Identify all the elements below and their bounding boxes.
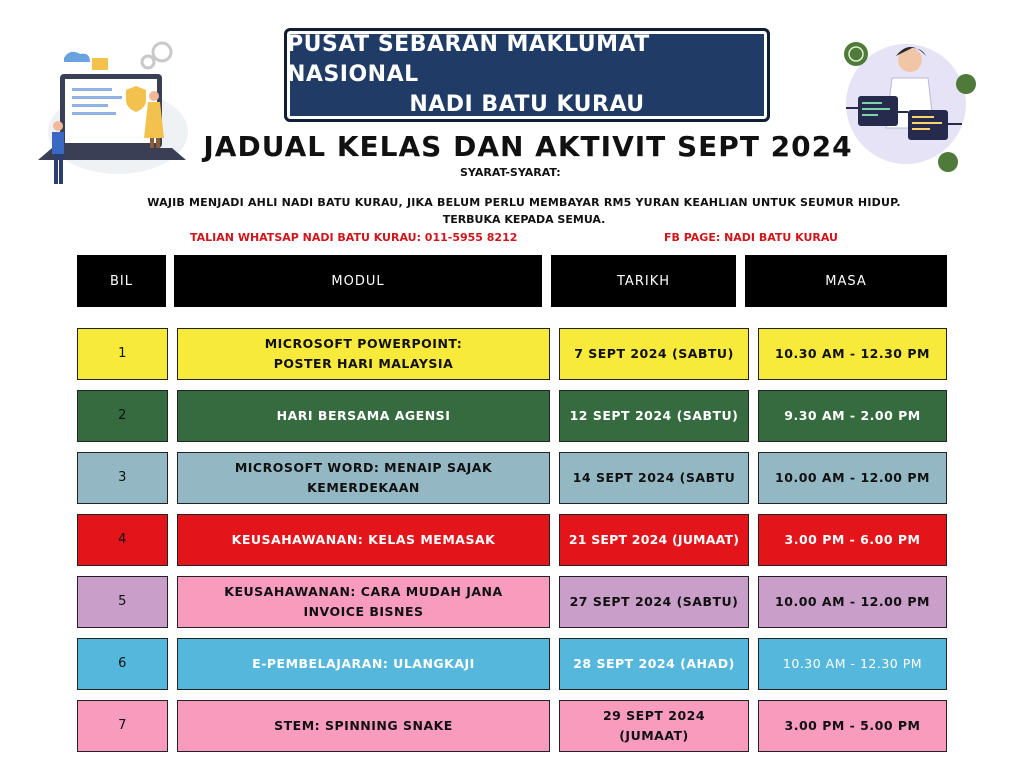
header-modul: MODUL — [174, 255, 542, 307]
row-5-modul: KEUSAHAWANAN: CARA MUDAH JANA INVOICE BISNES — [177, 576, 550, 628]
header-masa: MASA — [745, 255, 947, 307]
row-2-tarikh: 12 SEPT 2024 (SABTU) — [559, 390, 749, 442]
row-5-tarikh: 27 SEPT 2024 (SABTU) — [559, 576, 749, 628]
header-line2: NADI BATU KURAU — [409, 92, 645, 117]
header-tarikh: TARIKH — [551, 255, 736, 307]
row-3-masa: 10.00 AM - 12.00 PM — [758, 452, 947, 504]
row-6-masa: 10.30 AM - 12.30 PM — [758, 638, 947, 690]
row-2-masa: 9.30 AM - 2.00 PM — [758, 390, 947, 442]
header-banner — [284, 28, 770, 122]
row-4-bil: 4 — [77, 514, 168, 566]
row-7-tarikh: 29 SEPT 2024 (JUMAAT) — [559, 700, 749, 752]
row-7-modul: STEM: SPINNING SNAKE — [177, 700, 550, 752]
whatsapp-contact: TALIAN WHATSAP NADI BATU KURAU: 011-5955 8212 — [190, 231, 518, 244]
row-3-bil: 3 — [77, 452, 168, 504]
fb-page-contact: FB PAGE: NADI BATU KURAU — [664, 231, 838, 244]
row-1-masa: 10.30 AM - 12.30 PM — [758, 328, 947, 380]
row-5-masa: 10.00 AM - 12.00 PM — [758, 576, 947, 628]
row-3-tarikh: 14 SEPT 2024 (SABTU — [559, 452, 749, 504]
row-1-tarikh: 7 SEPT 2024 (SABTU) — [559, 328, 749, 380]
row-6-modul: E-PEMBELAJARAN: ULANGKAJI — [177, 638, 550, 690]
syarat-line1: WAJIB MENJADI AHLI NADI BATU KURAU, JIKA BELUM PERLU MEMBAYAR RM5 YURAN KEAHLIAN UNTUK SEUMUR HIDUP. — [147, 196, 901, 209]
row-3-modul: MICROSOFT WORD: MENAIP SAJAK KEMERDEKAAN — [177, 452, 550, 504]
row-7-bil: 7 — [77, 700, 168, 752]
syarat-heading: SYARAT-SYARAT: — [460, 166, 561, 179]
header-line1: PUSAT SEBARAN MAKLUMAT NASIONAL — [287, 32, 650, 87]
row-5-bil: 5 — [77, 576, 168, 628]
row-2-modul: HARI BERSAMA AGENSI — [177, 390, 550, 442]
row-6-bil: 6 — [77, 638, 168, 690]
row-2-bil: 2 — [77, 390, 168, 442]
row-1-modul: MICROSOFT POWERPOINT: POSTER HARI MALAYSIA — [177, 328, 550, 380]
row-4-masa: 3.00 PM - 6.00 PM — [758, 514, 947, 566]
row-4-modul: KEUSAHAWANAN: KELAS MEMASAK — [177, 514, 550, 566]
row-4-tarikh: 21 SEPT 2024 (JUMAAT) — [559, 514, 749, 566]
row-6-tarikh: 28 SEPT 2024 (AHAD) — [559, 638, 749, 690]
header-bil: BIL — [77, 255, 166, 307]
laptop-security-illustration — [38, 40, 198, 192]
syarat-line2: TERBUKA KEPADA SEMUA. — [442, 213, 606, 226]
page-title: JADUAL KELAS DAN AKTIVIT SEPT 2024 — [203, 130, 853, 163]
row-7-masa: 3.00 PM - 5.00 PM — [758, 700, 947, 752]
row-1-bil: 1 — [77, 328, 168, 380]
